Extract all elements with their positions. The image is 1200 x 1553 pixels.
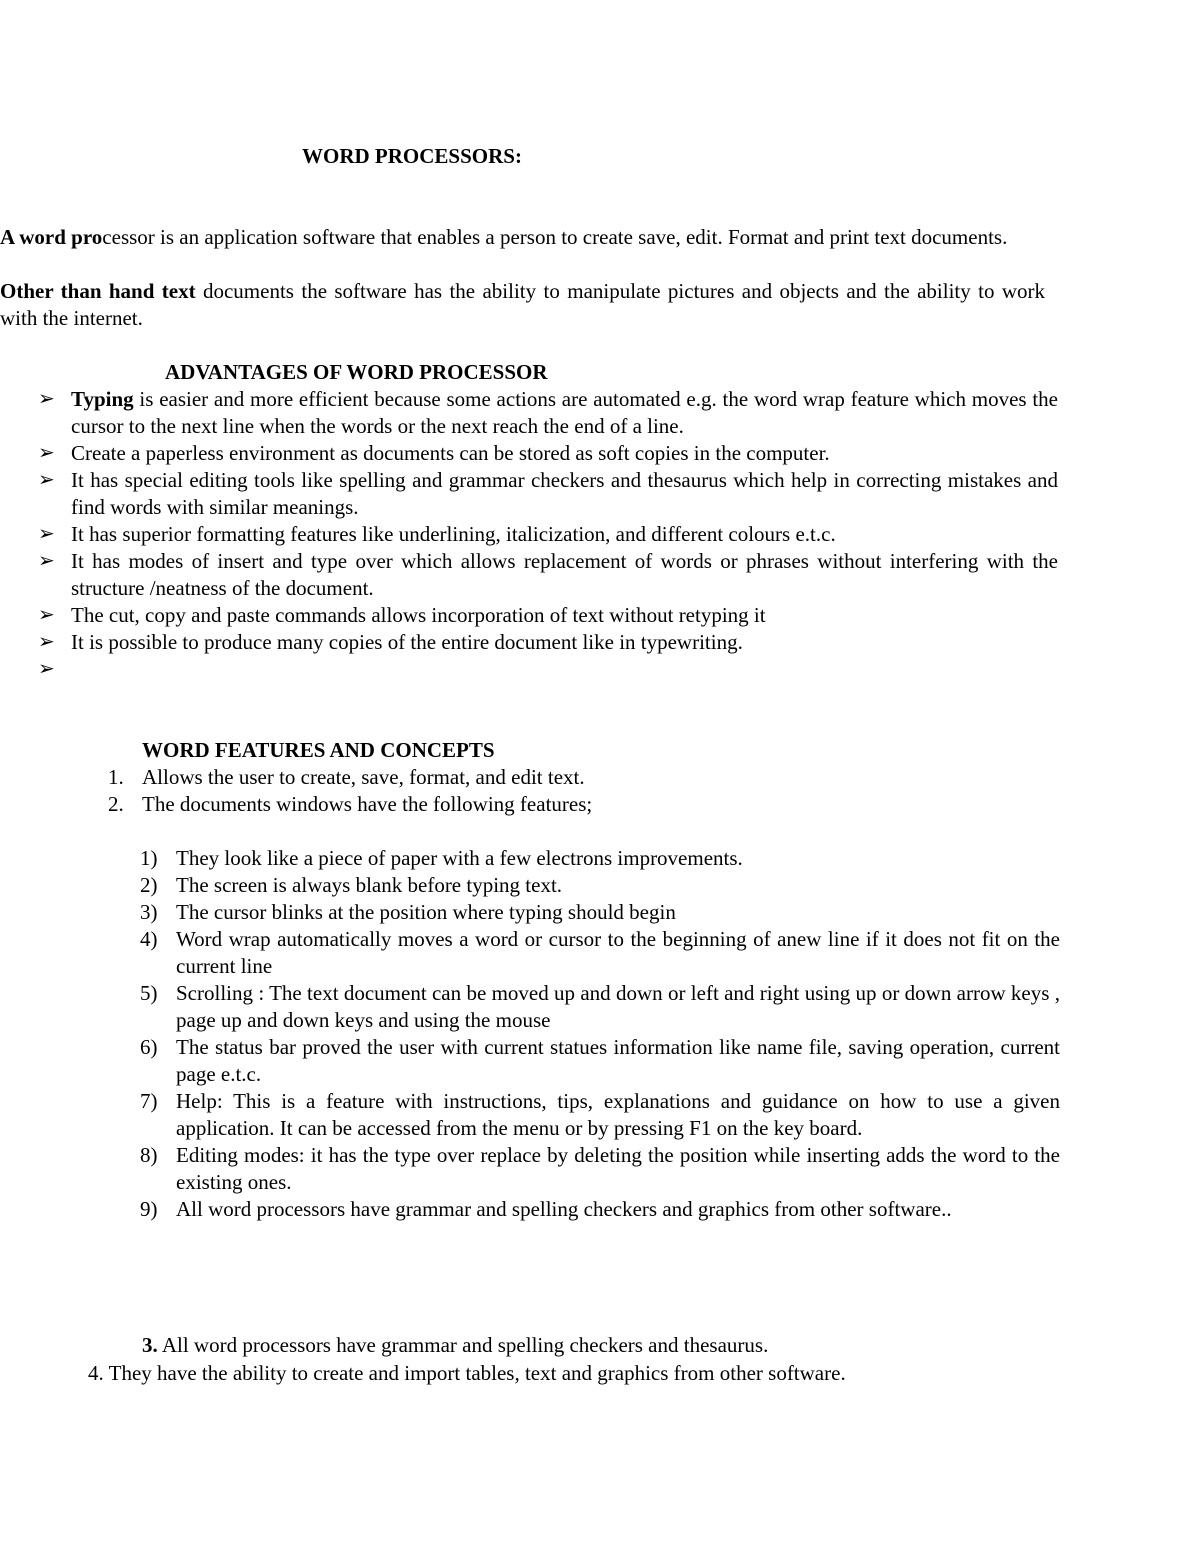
list-item (38, 602, 1058, 629)
item-number: 3) (140, 900, 158, 924)
item-text: They look like a piece of paper with a few electrons improvements. (176, 846, 743, 870)
arrow-bullet-icon: ➢ (38, 631, 55, 653)
list-item (38, 467, 1058, 521)
item-number: 1. (108, 765, 124, 789)
item-number: 2) (140, 873, 158, 897)
item-text: The screen is always blank before typing text. (176, 873, 563, 897)
bullet-text: It is possible to produce many copies of the entire document like in typewriting. (71, 630, 743, 654)
intro-paragraph-2 (0, 278, 1045, 332)
item-text: Help: This is a feature with instructions, tips, explanations and guidance on how to use a given application. It can be accessed from the menu or by pressing F1 on the key board. (176, 1089, 1060, 1140)
list-item (140, 980, 1060, 1034)
page-title: WORD PROCESSORS: (302, 144, 522, 168)
arrow-bullet-icon: ➢ (38, 550, 55, 572)
list-item (38, 656, 1058, 683)
bullet-text: It has modes of insert and type over which allows replacement of words or phrases without interfering with the structure /neatness of the document. (71, 549, 1058, 600)
item-number: 1) (140, 846, 158, 870)
list-item (140, 926, 1060, 980)
list-item (108, 791, 1068, 818)
item-text: The cursor blinks at the position where typing should begin (176, 900, 676, 924)
intro-paragraph (0, 224, 1045, 251)
features-heading: WORD FEATURES AND CONCEPTS (142, 738, 495, 762)
list-item (140, 872, 1060, 899)
item-number: 2. (108, 792, 124, 816)
intro-text-2: documents the software has the ability to manipulate pictures and objects and the ability to work with the internet. (0, 279, 1045, 330)
item-number: 4) (140, 927, 158, 951)
bullet-text: It has superior formatting features like underlining, italicization, and different colours e.t.c. (71, 522, 836, 546)
list-item (38, 629, 1058, 656)
list-item (108, 764, 1068, 791)
bullet-text: The cut, copy and paste commands allows incorporation of text without retyping it (71, 603, 766, 627)
arrow-bullet-icon: ➢ (38, 658, 55, 680)
item-text: Scrolling : The text document can be moved up and down or left and right using up or down arrow keys , page up and down keys and using the mouse (176, 981, 1060, 1032)
list-item (38, 521, 1058, 548)
arrow-bullet-icon: ➢ (38, 442, 55, 464)
item-number: 6) (140, 1035, 158, 1059)
item-text: All word processors have grammar and spelling checkers and thesaurus. (157, 1333, 769, 1357)
list-item (140, 1142, 1060, 1196)
bullet-text: It has special editing tools like spelling and grammar checkers and thesaurus which help in correcting mistakes and find words with similar meanings. (71, 468, 1058, 519)
list-item (38, 548, 1058, 602)
list-item (38, 386, 1058, 440)
feature-item-3 (142, 1332, 1042, 1359)
item-text: All word processors have grammar and spelling checkers and graphics from other software.. (176, 1197, 952, 1221)
document-window-features-list (140, 845, 1060, 1223)
item-number: 9) (140, 1197, 158, 1221)
advantages-list (38, 386, 1058, 683)
item-number: 5) (140, 981, 158, 1005)
bullet-text: Create a paperless environment as documents can be stored as soft copies in the computer. (71, 441, 830, 465)
intro-text: cessor is an application software that enables a person to create save, edit. Format and print text documents. (102, 225, 1008, 249)
item-text: The status bar proved the user with current statues information like name file, saving operation, current page e.t.c. (176, 1035, 1060, 1086)
list-item (140, 1034, 1060, 1088)
feature-item-4: 4. They have the ability to create and import tables, text and graphics from other software. (88, 1361, 846, 1385)
bullet-text: is easier and more efficient because some actions are automated e.g. the word wrap feature which moves the cursor to the next line when the words or the next reach the end of a line. (71, 387, 1058, 438)
arrow-bullet-icon: ➢ (38, 523, 55, 545)
arrow-bullet-icon: ➢ (38, 388, 55, 410)
arrow-bullet-icon: ➢ (38, 604, 55, 626)
advantages-heading: ADVANTAGES OF WORD PROCESSOR (165, 360, 548, 384)
arrow-bullet-icon: ➢ (38, 469, 55, 491)
bullet-bold-term: Typing (71, 387, 134, 411)
item-text: The documents windows have the following features; (142, 792, 593, 816)
intro-bold-phrase: Other than hand text (0, 279, 196, 303)
list-item (140, 845, 1060, 872)
list-item (140, 899, 1060, 926)
features-list (108, 764, 1068, 818)
item-text: Editing modes: it has the type over replace by deleting the position while inserting adds the word to the existing ones. (176, 1143, 1060, 1194)
list-item (140, 1196, 1060, 1223)
item-number: 7) (140, 1089, 158, 1113)
intro-bold-term: A word pro (0, 225, 103, 249)
item-text: Allows the user to create, save, format, and edit text. (142, 765, 585, 789)
list-item (140, 1088, 1060, 1142)
item-number: 3. (142, 1333, 158, 1357)
list-item (38, 440, 1058, 467)
item-number: 8) (140, 1143, 158, 1167)
item-text: Word wrap automatically moves a word or cursor to the beginning of anew line if it does not fit on the current line (176, 927, 1060, 978)
